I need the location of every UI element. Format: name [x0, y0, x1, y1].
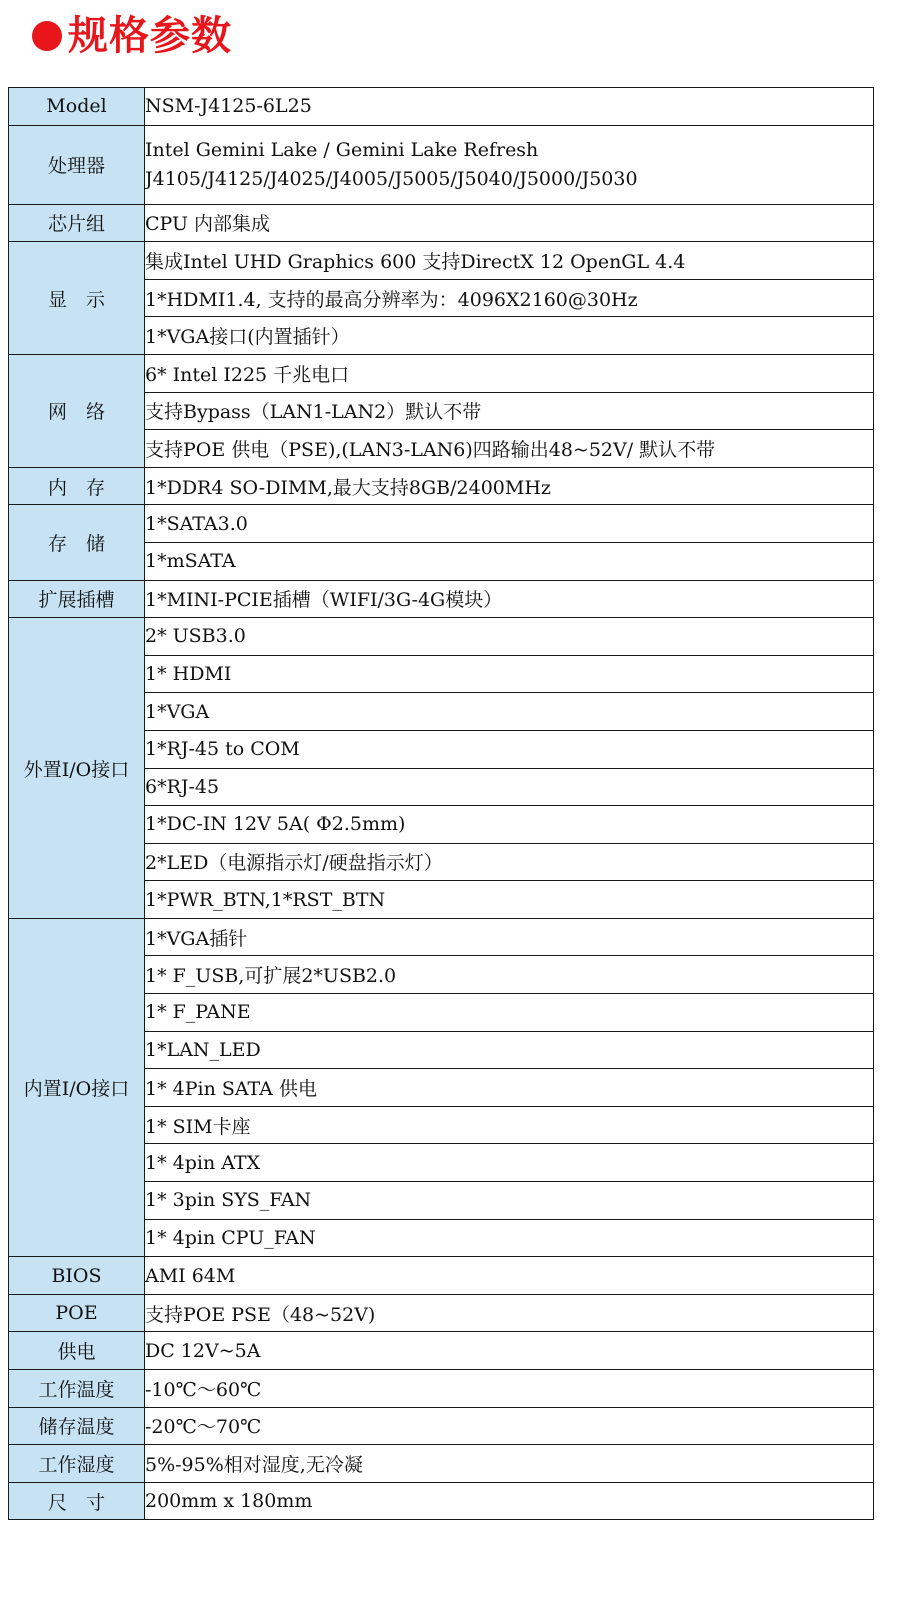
spec-value: NSM-J4125-6L25	[145, 88, 874, 126]
spec-row	[9, 88, 874, 126]
spec-row	[9, 1407, 874, 1445]
spec-label: 显 示	[9, 242, 145, 355]
spec-label: 扩展插槽	[9, 580, 145, 618]
spec-value: 1* F_PANE	[145, 994, 874, 1032]
spec-label: 供电	[9, 1332, 145, 1370]
spec-value: 1* 3pin SYS_FAN	[145, 1182, 874, 1220]
spec-label: 芯片组	[9, 204, 145, 242]
spec-label: Model	[9, 88, 145, 126]
spec-row	[9, 242, 874, 280]
spec-value: 6*RJ-45	[145, 768, 874, 806]
spec-value: 支持Bypass（LAN1-LAN2）默认不带	[145, 392, 874, 430]
spec-label: 存 储	[9, 505, 145, 580]
spec-value: 支持POE PSE（48~52V)	[145, 1294, 874, 1332]
spec-value: 1* 4pin ATX	[145, 1144, 874, 1182]
spec-label: POE	[9, 1294, 145, 1332]
spec-row	[9, 1294, 874, 1332]
spec-value: 1* 4Pin SATA 供电	[145, 1069, 874, 1107]
spec-label: 内置I/O接口	[9, 918, 145, 1256]
spec-value: 1* F_USB,可扩展2*USB2.0	[145, 956, 874, 994]
spec-row	[9, 1257, 874, 1295]
spec-row	[9, 1370, 874, 1408]
spec-value: 2* USB3.0	[145, 618, 874, 656]
section-heading	[32, 10, 232, 62]
spec-row	[9, 1482, 874, 1520]
spec-value: 1* 4pin CPU_FAN	[145, 1219, 874, 1257]
spec-value: 1*PWR_BTN,1*RST_BTN	[145, 881, 874, 919]
spec-value: 支持POE 供电（PSE),(LAN3-LAN6)四路输出48~52V/ 默认不带	[145, 430, 874, 468]
spec-label: 工作温度	[9, 1370, 145, 1408]
spec-label: BIOS	[9, 1257, 145, 1295]
spec-value: 6* Intel I225 千兆电口	[145, 354, 874, 392]
spec-row	[9, 125, 874, 204]
spec-value: 1*HDMI1.4, 支持的最高分辨率为：4096X2160@30Hz	[145, 279, 874, 317]
page-title: 规格参数	[68, 13, 232, 59]
spec-value: 集成Intel UHD Graphics 600 支持DirectX 12 OpenGL 4.4	[145, 242, 874, 280]
spec-value: 1*DDR4 SO-DIMM,最大支持8GB/2400MHz	[145, 467, 874, 505]
spec-value-line: J4105/J4125/J4025/J4005/J5005/J5040/J5000/J5030	[145, 167, 638, 190]
spec-value: 1*VGA接口(内置插针）	[145, 317, 874, 355]
spec-row	[9, 1445, 874, 1483]
spec-value: 1*LAN_LED	[145, 1031, 874, 1069]
spec-value: 200mm x 180mm	[145, 1482, 874, 1520]
spec-label: 工作湿度	[9, 1445, 145, 1483]
spec-row	[9, 505, 874, 543]
spec-label: 处理器	[9, 125, 145, 204]
spec-row	[9, 918, 874, 956]
spec-value: 1*mSATA	[145, 542, 874, 580]
spec-value: 1*DC-IN 12V 5A( Φ2.5mm)	[145, 806, 874, 844]
spec-value: DC 12V~5A	[145, 1332, 874, 1370]
spec-value: 5%-95%相对湿度,无冷凝	[145, 1445, 874, 1483]
spec-label: 内 存	[9, 467, 145, 505]
spec-value: AMI 64M	[145, 1257, 874, 1295]
spec-row	[9, 354, 874, 392]
spec-row	[9, 618, 874, 656]
spec-label: 储存温度	[9, 1407, 145, 1445]
spec-value: -20℃～70℃	[145, 1407, 874, 1445]
spec-value: 1*VGA	[145, 693, 874, 731]
spec-value: 1* SIM卡座	[145, 1106, 874, 1144]
spec-value: 1*MINI-PCIE插槽（WIFI/3G-4G模块）	[145, 580, 874, 618]
spec-value	[145, 125, 874, 204]
spec-label: 尺 寸	[9, 1482, 145, 1520]
spec-value: 1* HDMI	[145, 655, 874, 693]
spec-value: 1*RJ-45 to COM	[145, 730, 874, 768]
spec-row	[9, 1332, 874, 1370]
spec-value: 2*LED（电源指示灯/硬盘指示灯）	[145, 843, 874, 881]
spec-row	[9, 467, 874, 505]
spec-row	[9, 204, 874, 242]
spec-value: CPU 内部集成	[145, 204, 874, 242]
spec-table	[8, 87, 874, 1520]
spec-value: -10℃～60℃	[145, 1370, 874, 1408]
spec-value: 1*VGA插针	[145, 918, 874, 956]
spec-value: 1*SATA3.0	[145, 505, 874, 543]
spec-label: 网 络	[9, 354, 145, 467]
spec-value-line: Intel Gemini Lake / Gemini Lake Refresh	[145, 138, 539, 161]
spec-row	[9, 580, 874, 618]
spec-label: 外置I/O接口	[9, 618, 145, 919]
red-bullet-icon	[32, 21, 62, 51]
